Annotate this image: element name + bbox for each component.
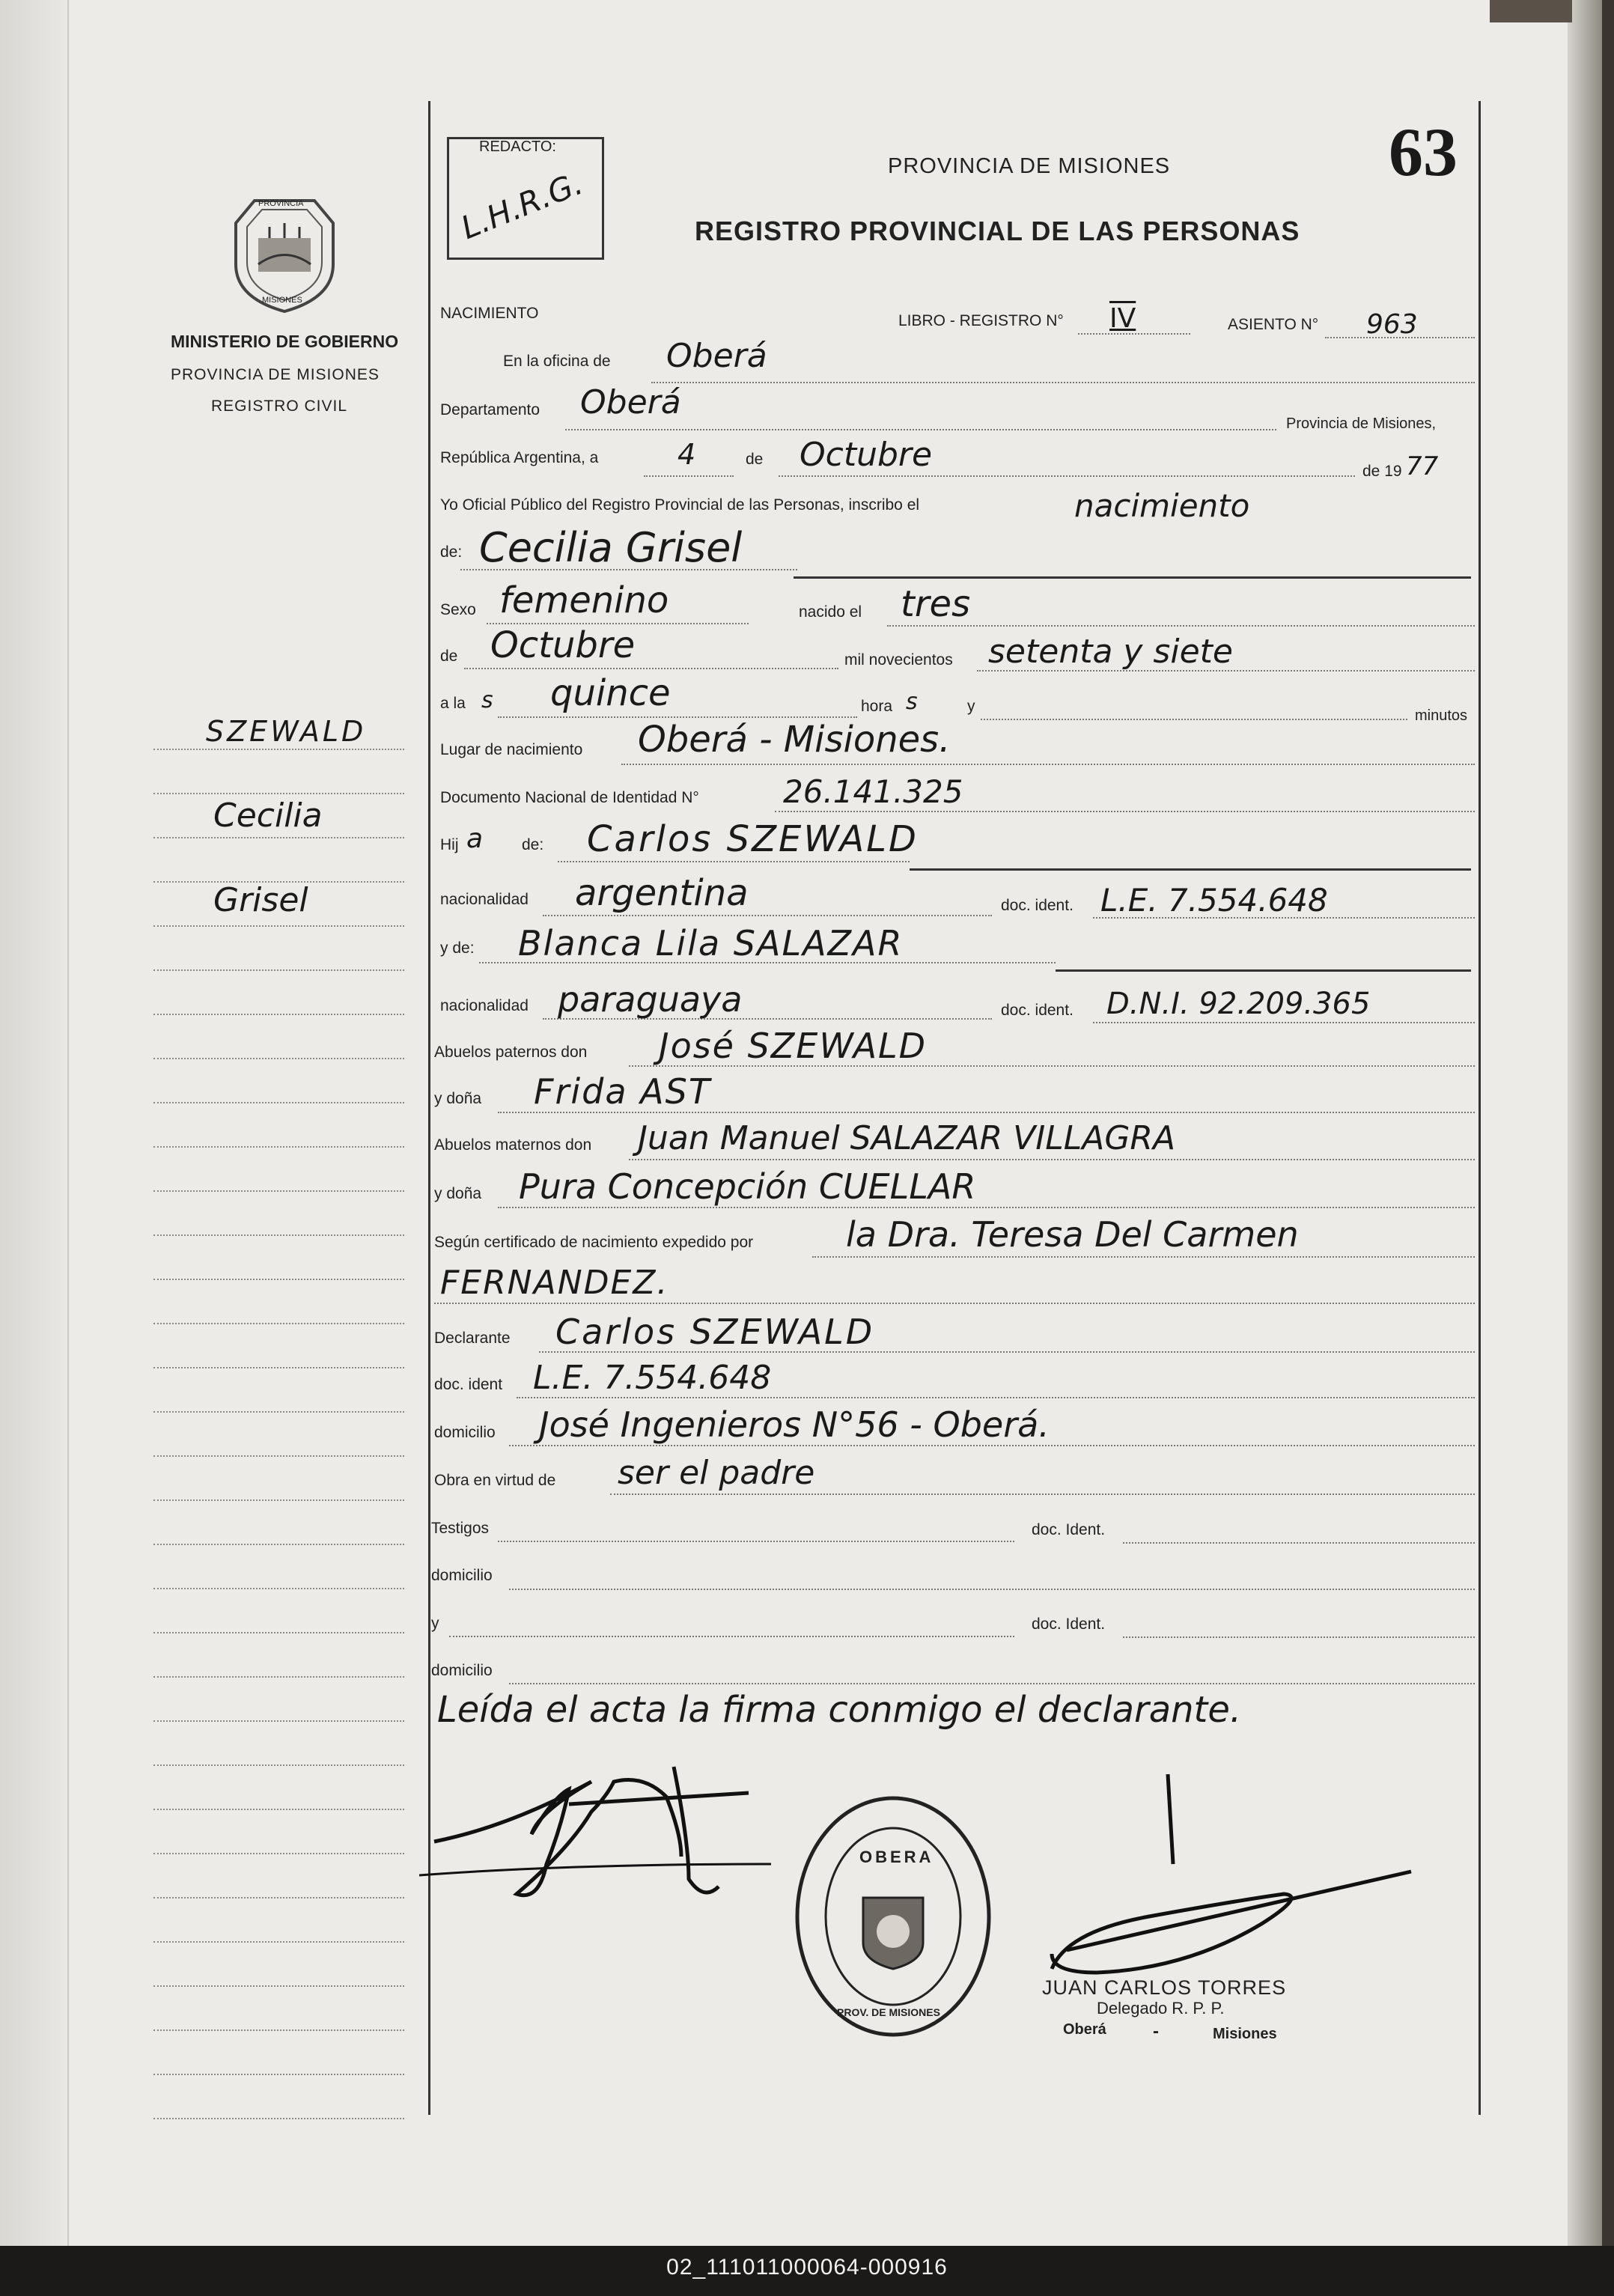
cert-line-2: FERNANDEZ.: [440, 1264, 669, 1302]
testigos-label: Testigos: [431, 1520, 490, 1537]
ab-mat-dona-label: y doña: [434, 1185, 482, 1202]
anio-value: 77: [1406, 451, 1439, 481]
officer-place-a: Oberá: [1063, 2021, 1106, 2038]
declarante-label: Declarante: [434, 1330, 511, 1347]
decl-doc-label: doc. ident: [434, 1376, 503, 1393]
cert-label: Según certificado de nacimiento expedido por: [434, 1234, 754, 1251]
fecha-mes: Octubre: [800, 436, 933, 474]
nacido-mes: Octubre: [490, 624, 636, 666]
margin-rule: [153, 1279, 404, 1280]
margin-rule: [153, 1853, 404, 1854]
ab-pat-don: José SZEWALD: [659, 1026, 928, 1066]
margin-rule: [153, 1014, 404, 1015]
margin-rule: [153, 1455, 404, 1457]
hijo-label: Hij: [440, 836, 459, 853]
stamp-city: OBERA: [859, 1848, 934, 1866]
book-cover-edge: [1490, 0, 1572, 22]
hora-label: hora: [861, 698, 893, 715]
officer-dash: -: [1153, 2021, 1159, 2041]
ministry-province: PROVINCIA DE MISIONES: [171, 366, 380, 383]
margin-rule: [153, 1897, 404, 1898]
stamp-bottom-text: PROV. DE MISIONES: [837, 2006, 940, 2018]
madre-nac-label: nacionalidad: [440, 997, 529, 1014]
testigo-y-label: y: [431, 1615, 439, 1632]
margin-rule: [153, 1941, 404, 1943]
libro-value: IV: [1109, 303, 1136, 334]
margin-note-name-2: Grisel: [213, 881, 308, 919]
hijo-suffix: a: [466, 823, 484, 854]
decl-doc-value: L.E. 7.554.648: [533, 1359, 772, 1397]
margin-note-name-1: Cecilia: [213, 797, 323, 835]
margin-rule: [153, 1985, 404, 1987]
margin-rule: [153, 881, 404, 883]
republica-label: República Argentina, a: [440, 449, 599, 466]
margin-rule: [153, 837, 404, 838]
ab-mat-don: Juan Manuel SALAZAR VILLAGRA: [638, 1119, 1176, 1157]
margin-rule: [153, 1809, 404, 1810]
domicilio-label: domicilio: [434, 1424, 496, 1441]
ab-mat-dona: Pura Concepción CUELLAR: [519, 1166, 976, 1207]
y-label: y: [967, 698, 975, 715]
margin-rule: [153, 1720, 404, 1722]
hora-value: quince: [550, 672, 671, 714]
margin-rule: [153, 1058, 404, 1059]
seal-bottom-text: MISIONES: [262, 296, 302, 305]
madre-value: Blanca Lila SALAZAR: [518, 923, 904, 963]
fecha-de-label: de: [746, 451, 764, 468]
ab-mat-label: Abuelos maternos don: [434, 1136, 592, 1154]
margin-rule: [153, 1146, 404, 1148]
sexo-label: Sexo: [440, 601, 476, 618]
testigo-domicilio-label-2: domicilio: [431, 1662, 493, 1679]
testigo-doc-label-2: doc. Ident.: [1032, 1616, 1106, 1633]
margin-rule: [153, 1234, 404, 1236]
nombre-label: de:: [440, 543, 463, 561]
nacido-label: nacido el: [799, 603, 862, 621]
madre-doc-value: D.N.I. 92.209.365: [1106, 987, 1371, 1021]
hora-s: s: [906, 689, 918, 715]
margin-rule: [153, 2074, 404, 2075]
madre-nac-value: paraguaya: [558, 979, 743, 1020]
declarante-value: Carlos SZEWALD: [555, 1312, 875, 1352]
lugar-label: Lugar de nacimiento: [440, 741, 583, 758]
margin-rule: [153, 1632, 404, 1633]
padre-nac-value: argentina: [575, 872, 749, 914]
header-province: PROVINCIA DE MISIONES: [888, 154, 1171, 178]
padre-doc-value: L.E. 7.554.648: [1100, 882, 1328, 919]
margin-rule: [153, 1588, 404, 1589]
sexo-value: femenino: [499, 579, 669, 621]
header-title: REGISTRO PROVINCIAL DE LAS PERSONAS: [695, 216, 1300, 246]
margin-rule: [153, 1499, 404, 1501]
margin-rule: [153, 1190, 404, 1192]
margin-rule: [153, 2118, 404, 2119]
ab-pat-dona: Frida AST: [534, 1071, 711, 1112]
binding-gutter: [0, 0, 69, 2246]
margin-rule: [153, 749, 404, 750]
dni-label: Documento Nacional de Identidad N°: [440, 789, 699, 806]
officer-title: Delegado R. P. P.: [1097, 1999, 1225, 2018]
nombre-value: Cecilia Grisel: [479, 524, 743, 571]
mil-label: mil novecientos: [844, 651, 953, 669]
fecha-dia: 4: [677, 438, 696, 471]
obra-value: ser el padre: [618, 1454, 815, 1492]
margin-rule: [153, 793, 404, 794]
testigos-doc-label: doc. Ident.: [1032, 1521, 1106, 1538]
ministry-name: MINISTERIO DE GOBIERNO: [171, 332, 399, 351]
margin-rule: [153, 2029, 404, 2031]
margin-rule: [153, 1411, 404, 1413]
declarant-signature: [419, 1752, 779, 1916]
departamento-value: Oberá: [580, 383, 681, 421]
inscribo-value: nacimiento: [1074, 487, 1250, 524]
provincia-label: Provincia de Misiones,: [1286, 415, 1437, 432]
record-type: NACIMIENTO: [440, 305, 539, 322]
scan-footer: [0, 2246, 1614, 2296]
lugar-value: Oberá - Misiones.: [638, 719, 951, 761]
nacido-anio: setenta y siete: [988, 633, 1233, 671]
departamento-label: Departamento: [440, 401, 540, 418]
padre-doc-label: doc. ident.: [1001, 897, 1074, 914]
a-la-s: s: [481, 687, 493, 713]
minutos-label: minutos: [1415, 707, 1468, 724]
redacto-label: REDACTO:: [479, 138, 556, 155]
ab-pat-label: Abuelos paternos don: [434, 1044, 588, 1061]
margin-note-surname: SZEWALD: [206, 715, 367, 748]
ab-pat-dona-label: y doña: [434, 1090, 482, 1107]
margin-rule: [153, 1764, 404, 1766]
scan-id: 02_111011000064-000916: [666, 2255, 948, 2280]
padre-value: Carlos SZEWALD: [587, 818, 919, 860]
domicilio-value: José Ingenieros N°56 - Oberá.: [539, 1404, 1050, 1445]
redacto-value: L.H.R.G.: [456, 164, 588, 247]
asiento-value: 963: [1366, 309, 1418, 340]
margin-rule: [153, 969, 404, 971]
madre-label: y de:: [440, 940, 475, 957]
inscribo-label: Yo Oficial Público del Registro Provincial de las Personas, inscribo el: [440, 496, 920, 514]
officer-place-b: Misiones: [1213, 2026, 1277, 2042]
margin-rule: [153, 1676, 404, 1678]
margin-rule: [153, 1102, 404, 1103]
margin-rule: [153, 1367, 404, 1368]
page-edge: [1568, 0, 1602, 2246]
margin-rule: [153, 1544, 404, 1545]
anio-label: de 19: [1362, 463, 1402, 480]
oficina-label: En la oficina de: [503, 353, 611, 370]
oficina-value: Oberá: [666, 337, 767, 375]
cert-line-1: la Dra. Teresa Del Carmen: [846, 1214, 1299, 1255]
margin-rule: [153, 925, 404, 927]
seal-top-text: PROVINCIA: [258, 199, 304, 208]
obra-label: Obra en virtud de: [434, 1472, 556, 1489]
padre-nac-label: nacionalidad: [440, 891, 529, 908]
officer-signature: [1037, 1767, 1426, 1991]
page-number: 63: [1389, 114, 1458, 190]
margin-rule: [153, 1323, 404, 1324]
nacido-dia: tres: [901, 583, 971, 625]
officer-name: JUAN CARLOS TORRES: [1042, 1976, 1287, 1999]
official-stamp: [792, 1793, 994, 2040]
dni-value: 26.141.325: [783, 773, 963, 810]
hijo-de-label: de:: [522, 836, 544, 853]
closing-text: Leída el acta la firma conmigo el declarante.: [437, 1689, 1242, 1731]
testigo-domicilio-label-1: domicilio: [431, 1567, 493, 1584]
asiento-label: ASIENTO N°: [1228, 316, 1319, 333]
libro-label: LIBRO - REGISTRO N°: [898, 312, 1064, 329]
madre-doc-label: doc. ident.: [1001, 1002, 1074, 1019]
nacido-de-label: de: [440, 648, 458, 665]
ministry-registry: REGISTRO CIVIL: [211, 398, 348, 415]
a-la-label: a la: [440, 695, 466, 712]
